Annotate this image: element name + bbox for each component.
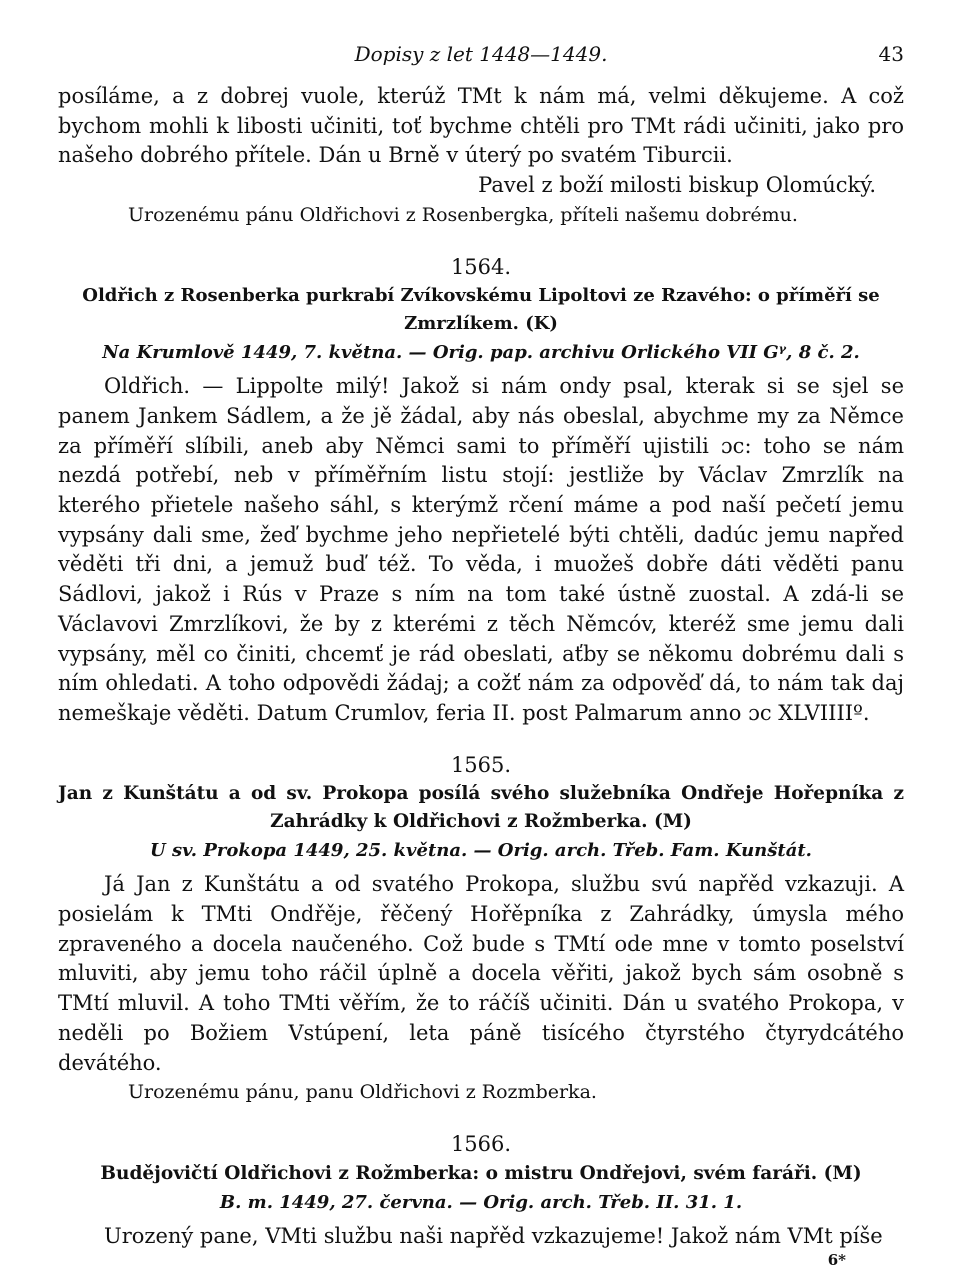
letter-source: Na Krumlově 1449, 7. května. — Orig. pap. archivu Orlického VII Gᵞ, 8 č. 2.: [102, 342, 860, 364]
letter-source: U sv. Prokopa 1449, 25. května. — Orig. arch. Třeb. Fam. Kunštát.: [150, 840, 812, 862]
letter-regest: Budějovičtí Oldřichovi z Rožmberka: o mistru Ondřejovi, svém faráři. (M): [100, 1162, 862, 1184]
letter-body: Oldřich. — Lippolte milý! Jakož si nám ondy psal, kterak si se sjel se panem Jankem Sádlem, a že jě žádal, aby nás obeslal, abychme my za Němce za příměří slíbili, aneb aby Němci sami to příměří ujistili ɔc: toho se nám nezdá potřebí, neb v příměřním listu stojí: jestliže by Václav Zmrzlík na kterého přietele našeho sáhl, s kterýmž rčení máme a pod naší pečetí jemu vypsány dali sme, žeď bychme jeho nepřietelé býti chtěli, dadúc jemu napřed věděti tři dni, a jemuž buď též. To věda, i muožeš dobře dáti věděti panu Sádlovi, jakož i Rús v Praze s ním na tom také ústně zuostal. A zdá-li se Václavovi Zmrzlíkovi, že by z kterémi z těch Němcóv, kteréž sme jemu dali vypsány, měl co činiti, chcemť je rád obeslati, aťby se někomu dobrému dali s ním ohledati. A toho odpovědi žádaj; a cožť nám za odpověď dá, to nám tak daj nemeškaje věděti. Datum Crumlov, feria II. post Palmarum anno ɔc XLVIIIIº.: [58, 374, 904, 725]
continuation-address: Urozenému pánu Oldřichovi z Rosenbergka, příteli našemu dobrému.: [128, 203, 798, 226]
continuation-paragraph: posíláme, a z dobrej vuole, kterúž TMt k nám má, velmi děkujeme. A což bychom mohli k libosti učiniti, toť bychme chtěli pro TMt rádi učiniti, jako pro našeho dobrého přítele. Dán u Brně v úterý po svatém Tiburcii.: [58, 84, 904, 168]
letter-number: 1566.: [450, 1131, 512, 1156]
letter-body: Já Jan z Kunštátu a od svatého Prokopa, službu svú napřěd vzkazuji. A posielám k TMti Ondřěje, řěčený Hořěpníka z Zahrádky, úmysla mého zpraveného a docela naučeného. Což bude s TMtí ode mne v tomto poselství mluviti, aby jemu toho ráčil úplně a docela věřiti, jakož bych sám osobně s TMtí mluvil. A toho TMti věřím, že to ráčíš učiniti. Dán u svatého Prokopa, v neděli po Božiem Vstúpení, leta páně tisícého čtyrstého čtyrydcátého devátého.: [58, 872, 904, 1075]
page-header: [58, 38, 904, 82]
letter-regest: Jan z Kunštátu a od sv. Prokopa posílá svého služebníka Ondřeje Hořepníka z Zahrádky k Oldřichovi z Rožmberka. (M): [58, 783, 904, 833]
letter-source: B. m. 1449, 27. června. — Orig. arch. Třeb. II. 31. 1.: [219, 1191, 743, 1213]
document-page: [58, 38, 904, 1269]
page-number: 43: [878, 42, 904, 66]
letter-number: 1564.: [450, 254, 512, 279]
signature-mark: 6*: [827, 1251, 846, 1270]
letter-regest: Oldřich z Rosenberka purkrabí Zvíkovskému Lipoltovi ze Rzavého: o příměří se Zmrzlíkem. (K): [82, 285, 880, 335]
running-title: Dopisy z let 1448—1449.: [354, 42, 608, 66]
continuation-signature: Pavel z boží milosti biskup Olomúcký.: [478, 173, 876, 198]
letter-address: Urozenému pánu, panu Oldřichovi z Rozmberka.: [128, 1081, 597, 1104]
letter-number: 1565.: [450, 752, 512, 777]
letter-body: Urozený pane, VMti službu naši napřěd vzkazujeme! Jakož nám VMt píše: [104, 1223, 883, 1248]
